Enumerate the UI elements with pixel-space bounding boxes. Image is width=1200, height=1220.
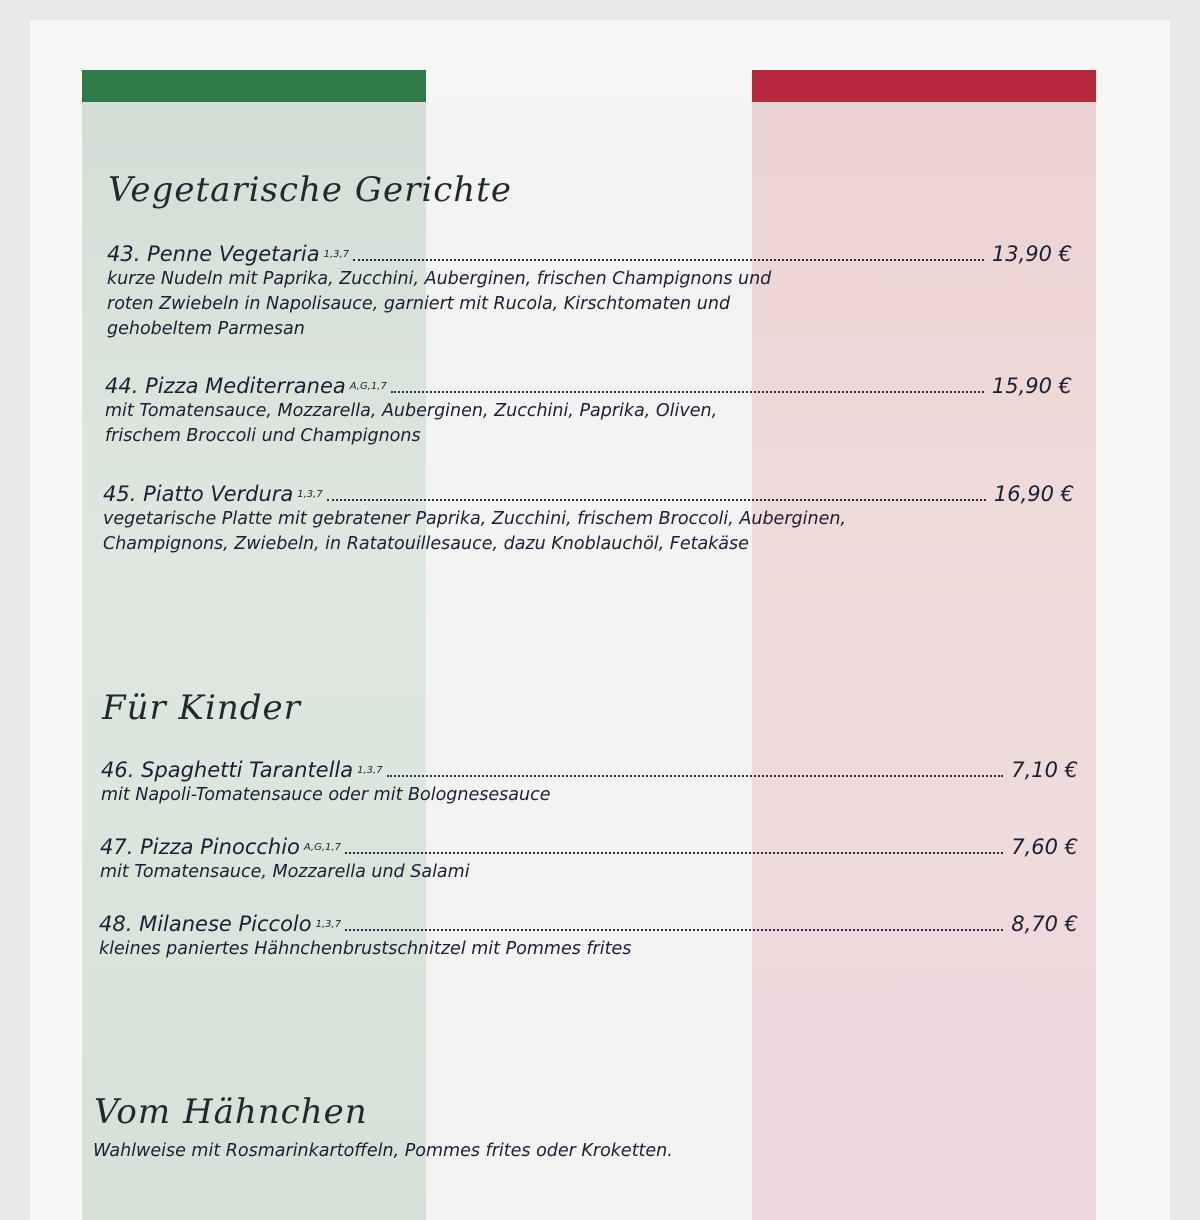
section-heading-chicken: Vom Hähnchen xyxy=(94,1092,368,1132)
item-description: mit Napoli-Tomatensauce oder mit Bolognesesauce xyxy=(101,785,551,805)
menu-item xyxy=(107,242,1072,342)
dot-leader xyxy=(327,498,986,501)
item-name: 46. Spaghetti Tarantella xyxy=(101,758,354,782)
section-heading-kids: Für Kinder xyxy=(102,688,301,728)
item-price: 7,10 € xyxy=(1011,758,1078,782)
item-description: mit Tomatensauce, Mozzarella und Salami xyxy=(100,862,470,882)
item-name: 48. Milanese Piccolo xyxy=(99,912,312,936)
item-price: 15,90 € xyxy=(991,374,1072,398)
item-allergens: 1,3,7 xyxy=(323,249,350,260)
item-name: 45. Piatto Verdura xyxy=(103,482,294,506)
item-allergens: A,G,1,7 xyxy=(303,842,341,853)
item-allergens: 1,3,7 xyxy=(297,489,323,500)
menu-item xyxy=(99,912,1078,962)
item-price: 8,70 € xyxy=(1011,912,1078,936)
dot-leader xyxy=(345,928,1003,931)
item-description: mit Tomatensauce, Mozzarella, Auberginen, Zucchini, Paprika, Oliven, frischem Broccoli und Champignons xyxy=(105,401,718,446)
item-allergens: 1,3,7 xyxy=(315,919,342,930)
item-description: vegetarische Platte mit gebratener Paprika, Zucchini, frischem Broccoli, Auberginen, Champignons, Zwiebeln, in Ratatouillesauce, dazu Knoblauchöl, Fetakäse xyxy=(103,509,846,554)
menu-content xyxy=(30,20,1170,1220)
item-allergens: A,G,1,7 xyxy=(349,381,387,392)
menu-item xyxy=(103,482,1074,557)
menu-item xyxy=(101,758,1078,808)
dot-leader xyxy=(345,851,1003,854)
item-name: 43. Penne Vegetaria xyxy=(107,242,320,266)
dot-leader xyxy=(387,774,1004,777)
menu-page xyxy=(30,20,1170,1220)
item-name: 44. Pizza Mediterranea xyxy=(105,374,346,398)
item-allergens: 1,3,7 xyxy=(357,765,383,776)
item-price: 13,90 € xyxy=(991,242,1072,266)
dot-leader xyxy=(353,258,984,261)
section-heading-vegetarian: Vegetarische Gerichte xyxy=(108,170,512,210)
item-price: 16,90 € xyxy=(993,482,1074,506)
item-price: 7,60 € xyxy=(1011,835,1078,859)
menu-item xyxy=(100,835,1078,885)
menu-item xyxy=(105,374,1072,449)
item-name: 47. Pizza Pinocchio xyxy=(100,835,300,859)
dot-leader xyxy=(391,390,984,393)
section-note: Wahlweise mit Rosmarinkartoffeln, Pommes frites oder Kroketten. xyxy=(93,1141,673,1161)
item-description: kleines paniertes Hähnchenbrustschnitzel mit Pommes frites xyxy=(99,939,632,959)
item-description: kurze Nudeln mit Paprika, Zucchini, Auberginen, frischen Champignons und roten Zwiebeln in Napolisauce, garniert mit Rucola, Kirschtomaten und gehobeltem Parmesan xyxy=(107,269,772,339)
